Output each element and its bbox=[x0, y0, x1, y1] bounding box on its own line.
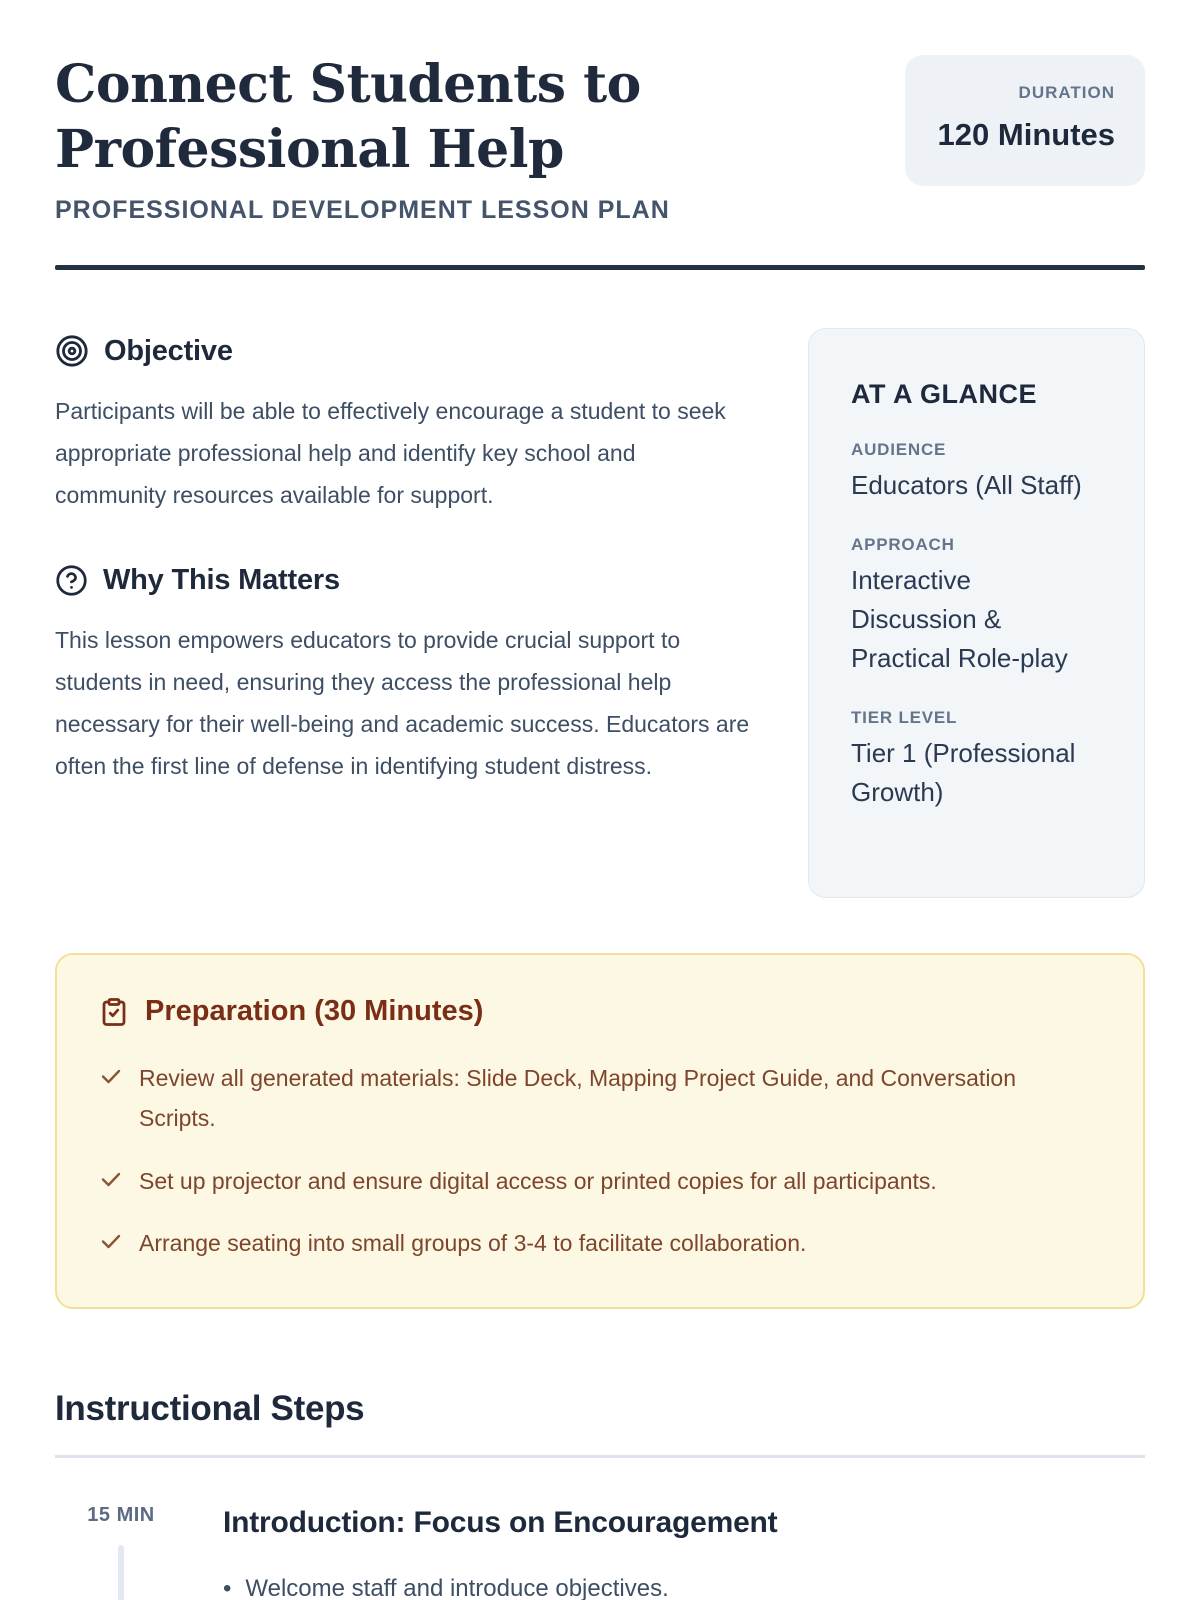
step-content bbox=[223, 1504, 777, 1600]
check-icon bbox=[99, 1167, 123, 1191]
why-body: This lesson empowers educators to provide crucial support to students in need, ensuring they access the professional help necessary for their well-being and academic success. Educators are often the first line of defense in identifying student distress. bbox=[55, 627, 750, 780]
at-a-glance-item bbox=[851, 535, 1102, 678]
header-divider bbox=[55, 265, 1145, 270]
bullet-dot: • bbox=[223, 1575, 232, 1600]
step-bullet-item bbox=[223, 1570, 777, 1600]
objective-body: Participants will be able to effectively encourage a student to seek appropriate professional help and identify key school and community resources available for support. bbox=[55, 398, 726, 509]
objective-heading: Objective bbox=[104, 334, 233, 367]
at-a-glance-items bbox=[851, 440, 1102, 812]
why-heading: Why This Matters bbox=[103, 564, 340, 597]
step-bullets bbox=[223, 1570, 777, 1600]
help-circle-icon bbox=[55, 564, 88, 597]
steps-list bbox=[55, 1504, 1145, 1600]
preparation-item bbox=[99, 1223, 1101, 1263]
header bbox=[55, 52, 1145, 225]
step-timeline bbox=[85, 1504, 157, 1600]
timeline-line bbox=[118, 1545, 124, 1600]
check-icon bbox=[99, 1064, 123, 1088]
duration-card bbox=[905, 55, 1145, 186]
glance-item-value: Tier 1 (Professional Growth) bbox=[851, 738, 1076, 807]
glance-item-label: AUDIENCE bbox=[851, 440, 947, 459]
step-row bbox=[55, 1504, 1145, 1600]
instructional-steps-heading: Instructional Steps bbox=[55, 1389, 365, 1428]
check-icon bbox=[99, 1229, 123, 1253]
step-bullet-text: Welcome staff and introduce objectives. bbox=[245, 1575, 669, 1600]
glance-item-label: APPROACH bbox=[851, 535, 955, 554]
page-title: Connect Students to Professional Help bbox=[55, 54, 641, 180]
preparation-item-text: Review all generated materials: Slide Deck, Mapping Project Guide, and Conversation Scripts. bbox=[139, 1065, 1017, 1132]
preparation-list bbox=[99, 1058, 1101, 1263]
header-titles bbox=[55, 52, 715, 225]
preparation-heading-row bbox=[99, 995, 1101, 1028]
target-icon bbox=[55, 334, 89, 368]
at-a-glance-card bbox=[808, 328, 1145, 898]
preparation-heading: Preparation (30 Minutes) bbox=[145, 995, 484, 1027]
at-a-glance-item bbox=[851, 440, 1102, 505]
preparation-item bbox=[99, 1058, 1101, 1139]
at-a-glance-item bbox=[851, 708, 1102, 812]
preparation-item bbox=[99, 1161, 1101, 1201]
duration-label: DURATION bbox=[1018, 83, 1115, 102]
page-subtitle: PROFESSIONAL DEVELOPMENT LESSON PLAN bbox=[55, 196, 670, 224]
objective-section-heading bbox=[55, 334, 760, 368]
preparation-item-text: Set up projector and ensure digital access or printed copies for all participants. bbox=[139, 1167, 937, 1194]
step-title: Introduction: Focus on Encouragement bbox=[223, 1506, 778, 1539]
main-content bbox=[55, 328, 1145, 898]
main-left-column bbox=[55, 328, 808, 788]
glance-item-value: Interactive Discussion & Practical Role-play bbox=[851, 565, 1068, 673]
steps-divider bbox=[55, 1455, 1145, 1458]
glance-item-label: TIER LEVEL bbox=[851, 708, 958, 727]
at-a-glance-heading: AT A GLANCE bbox=[851, 379, 1037, 409]
why-section-heading bbox=[55, 564, 760, 597]
glance-item-value: Educators (All Staff) bbox=[851, 470, 1082, 500]
preparation-item-text: Arrange seating into small groups of 3-4 to facilitate collaboration. bbox=[139, 1229, 807, 1256]
preparation-callout bbox=[55, 953, 1145, 1309]
duration-value: 120 Minutes bbox=[937, 117, 1115, 152]
step-duration-badge: 15 MIN bbox=[87, 1504, 155, 1526]
clipboard-check-icon bbox=[99, 997, 129, 1027]
